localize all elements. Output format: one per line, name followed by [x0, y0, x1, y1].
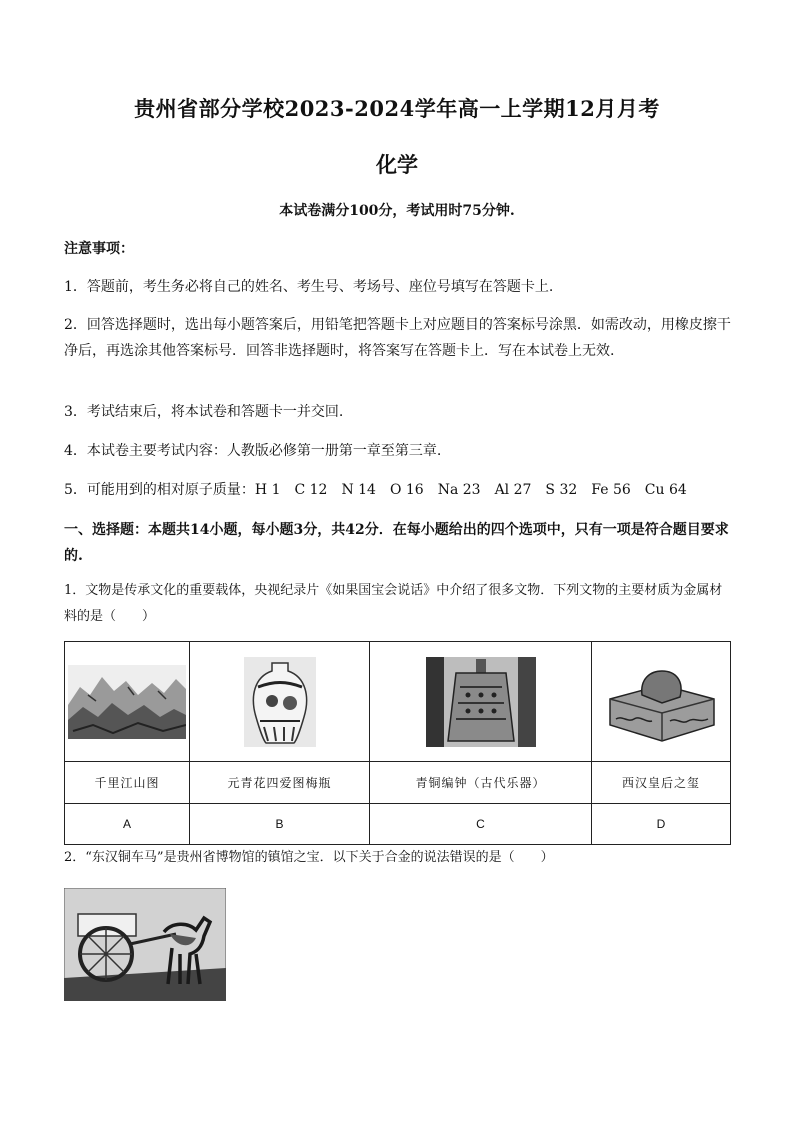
note-item-5: 5．可能用到的相对原子质量：H 1 C 12 N 14 O 16 Na 23 Al 27 S 32 Fe 56 Cu 64: [64, 482, 687, 498]
question-2-stem: 2．“东汉铜车马”是贵州省博物馆的镇馆之宝．以下关于合金的说法错误的是（ ）: [64, 850, 554, 865]
note-item-3: 3．考试结束后，将本试卷和答题卡一并交回.: [64, 404, 344, 420]
note-item-4: 4．本试卷主要考试内容：人教版必修第一册第一章至第三章.: [64, 443, 442, 459]
option-b-name: 元青花四爱图梅瓶: [190, 762, 370, 804]
option-c-name: 青铜编钟（古代乐器）: [370, 762, 592, 804]
bronze-horse-chariot-image: [64, 888, 226, 1001]
option-a-name: 千里江山图: [65, 762, 190, 804]
subject-title: 化学: [376, 152, 418, 177]
option-a-image-cell: [65, 642, 190, 762]
option-c-label: C: [370, 804, 592, 845]
option-d-label: D: [592, 804, 731, 845]
blue-white-vase-image: [244, 657, 316, 747]
option-d-image-cell: [592, 642, 731, 762]
note-item-1: 1．答题前，考生务必将自己的姓名、考生号、考场号、座位号填写在答题卡上.: [64, 279, 554, 295]
option-c-image-cell: [370, 642, 592, 762]
exam-title: 贵州省部分学校2023-2024学年高一上学期12月月考: [134, 96, 660, 121]
question-1-stem: 1．文物是传承文化的重要载体，央视纪录片《如果国宝会说话》中介绍了很多文物．下列文物的主要材质为金属材料的是（ ）: [64, 583, 723, 624]
option-d-name: 西汉皇后之玺: [592, 762, 731, 804]
landscape-painting-image: [68, 665, 186, 739]
option-b-image-cell: [190, 642, 370, 762]
jade-seal-image: [602, 659, 720, 745]
score-time-line: 本试卷满分100分，考试用时75分钟.: [279, 203, 515, 219]
bronze-bell-image: [426, 657, 536, 747]
option-a-label: A: [65, 804, 190, 845]
question-1-options-table: [64, 641, 731, 845]
section-heading: 一、选择题：本题共14小题，每小题3分，共42分．在每小题给出的四个选项中，只有一项是符合题目要求的.: [64, 522, 729, 564]
option-b-label: B: [190, 804, 370, 845]
notes-heading: 注意事项：: [64, 241, 134, 257]
note-item-2: 2．回答选择题时，选出每小题答案后，用铅笔把答题卡上对应题目的答案标号涂黑．如需改动，用橡皮擦干净后，再选涂其他答案标号．回答非选择题时，将答案写在答题卡上．写在本试卷上无效.: [64, 317, 731, 359]
